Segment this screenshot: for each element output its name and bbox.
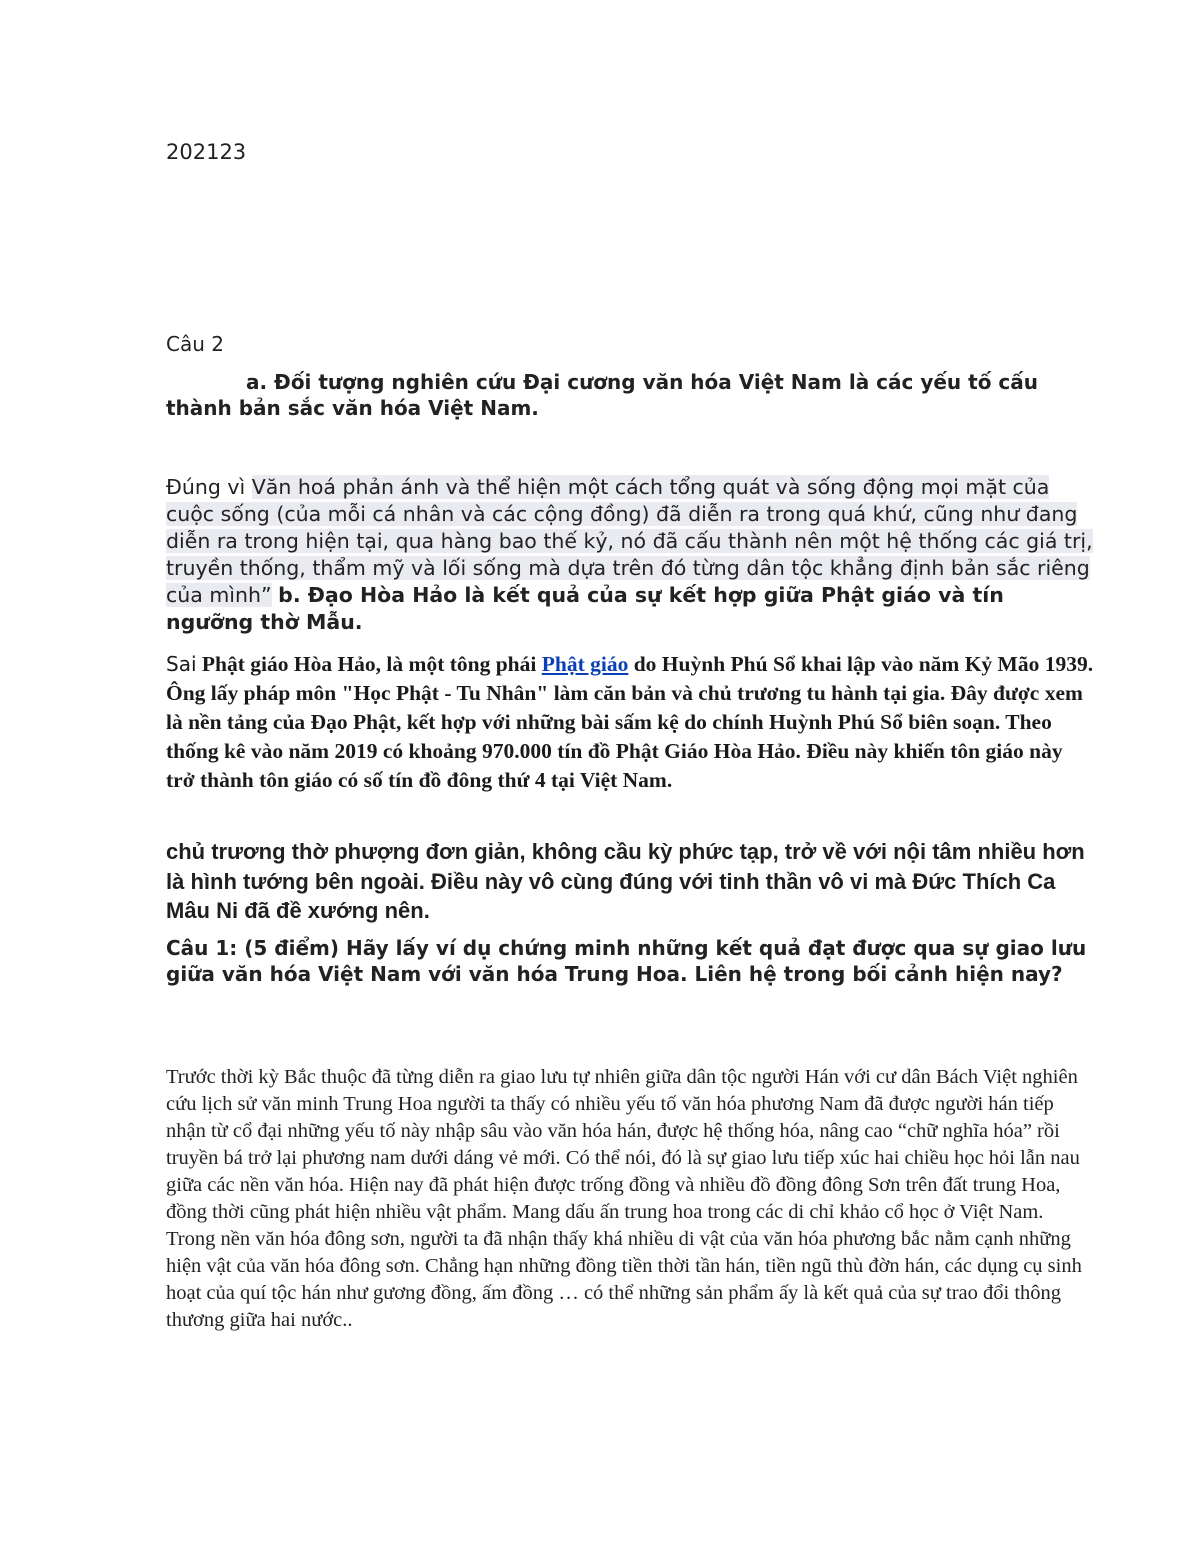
question-2a-statement: a. Đối tượng nghiên cứu Đại cương văn hóa Việt Nam là các yếu tố cấu thành bản sắc văn hóa Việt Nam. — [166, 370, 1038, 420]
question-2-heading: Câu 2 — [166, 332, 224, 356]
answer-2b-verdict: Sai — [166, 652, 197, 676]
question-1-answer: Trước thời kỳ Bắc thuộc đã từng diễn ra giao lưu tự nhiên giữa dân tộc người Hán với cư dân Bách Việt nghiên cứu lịch sử văn minh Trung Hoa người ta thấy có nhiều yếu tố văn hóa phương Nam đã được người hán tiếp nhận từ cổ đại những yếu tố này nhập sâu vào văn hóa hán, được hệ thống hóa, nâng cao “chữ nghĩa hóa” rồi truyền bá trở lại phương nam dưới dáng vẻ mới. Có thể nói, đó là sự giao lưu tiếp xúc hai chiều học hỏi lẫn nau giữa các nền văn hóa. Hiện nay đã phát hiện được trống đồng và nhiều đồ đồng đông Sơn trên đất trung Hoa, đồng thời cũng phát hiện nhiều vật phẩm. Mang dấu ấn trung hoa trong các di chỉ khảo cổ học ở Việt Nam. Trong nền văn hóa đông sơn, người ta đã nhận thấy khá nhiều di vật của văn hóa phương bắc nằm cạnh những hiện vật của văn hóa đông sơn. Chẳng hạn những đồng tiền thời tần hán, tiền ngũ thù đờn hán, các dụng cụ sinh hoạt của quí tộc hán như gương đồng, ấm đồng … có thể những sản phẩm ấy là kết quả của sự trao đổi thông thương giữa hai nước.. — [166, 1066, 1082, 1331]
phat-giao-link[interactable]: Phật giáo — [541, 652, 629, 676]
question-2b-answer — [166, 650, 1096, 795]
answer-2a-prefix: Đúng vì — [166, 475, 252, 499]
question-2a-answer — [166, 474, 1096, 636]
question-1-heading: Câu 1: (5 điểm) Hãy lấy ví dụ chứng minh những kết quả đạt được qua sự giao lưu giữa văn hóa Việt Nam với văn hóa Trung Hoa. Liên hệ trong bối cảnh hiện nay? — [166, 936, 1087, 986]
question-2b-conclusion: chủ trương thờ phượng đơn giản, không cầu kỳ phức tạp, trở về với nội tâm nhiều hơn là hình tướng bên ngoài. Điều này vô cùng đúng với tinh thần vô vi mà Đức Thích Ca Mâu Ni đã đề xướng nên. — [166, 839, 1085, 923]
answer-2a-highlighted-text: Văn hoá phản ánh và thể hiện một cách tổng quát và sống động mọi mặt của cuộc sống (của mỗi cá nhân và các cộng đồng) đã diễn ra trong quá khứ, cũng như đang diễn ra trong hiện tại, qua hàng bao thế kỷ, nó đã cấu thành nên một hệ thống các giá trị, truyền thống, thẩm mỹ và lối sống mà dựa trên đó từng dân tộc khẳng định bản sắc riêng của mình” — [166, 475, 1093, 607]
question-2b-statement: b. Đạo Hòa Hảo là kết quả của sự kết hợp giữa Phật giáo và tín ngưỡng thờ Mẫu. — [166, 583, 1004, 634]
answer-2b-text-part1: Phật giáo Hòa Hảo, là một tông phái — [201, 652, 537, 676]
document-id: 202123 — [166, 140, 247, 164]
answer-2b-text-part2: do Huỳnh Phú Sổ khai lập vào năm Kỷ Mão 1939. Ông lấy pháp môn "Học Phật - Tu Nhân" làm căn bản và chủ trương tu hành tại gia. Đây được xem là nền tảng của Đạo Phật, kết hợp với những bài sấm kệ do chính Huỳnh Phú Sổ biên soạn. Theo thống kê vào năm 2019 có khoảng 970.000 tín đồ Phật Giáo Hòa Hảo. Điều này khiến tôn giáo này trở thành tôn giáo có số tín đồ đông thứ 4 tại Việt Nam. — [166, 652, 1094, 792]
